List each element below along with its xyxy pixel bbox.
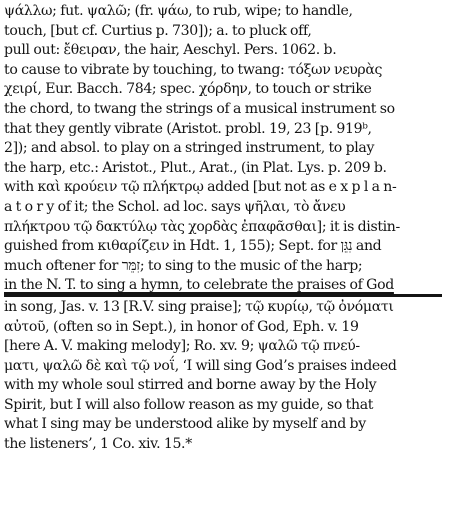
entry-line-23: the listeners’, 1 Co. xiv. 15.* xyxy=(4,436,192,453)
entry-line-11: a t o r y of it; the Schol. ad loc. says ψῆλαι, τὸ ἄνευ xyxy=(4,198,346,215)
entry-line-17: αὐτοῦ, (often so in Sept.), in honor of God, Eph. v. 19 xyxy=(4,318,359,335)
entry-line-9: the harp, etc.: Aristot., Plut., Arat., (in Plat. Lys. p. 209 b. xyxy=(4,159,387,176)
entry-line-4: to cause to vibrate by touching, to twang: τόξων νευρὰς xyxy=(4,61,383,78)
entry-line-20: with my whole soul stirred and borne away by the Holy xyxy=(4,377,377,394)
entry-line-18: [here A. V. making melody]; Ro. xv. 9; ψαλῶ τῷ πνεύ- xyxy=(4,338,360,355)
entry-line-16: in song, Jas. v. 13 [R.V. sing praise]; τῷ κυρίῳ, τῷ ὀνόματι xyxy=(4,298,394,315)
entry-line-2: touch, [but cf. Curtius p. 730]); a. to pluck off, xyxy=(4,22,312,39)
entry-line-15-highlighted: in the N. T. to sing a hymn, to celebrate the praises of God xyxy=(4,277,394,294)
entry-line-22: what I sing may be understood alike by myself and by xyxy=(4,416,366,433)
lexicon-entry xyxy=(4,2,446,506)
entry-line-5: χειρί, Eur. Bacch. 784; spec. χόρδην, to touch or strike xyxy=(4,81,372,98)
entry-line-3: pull out: ἔθειραν, the hair, Aeschyl. Pers. 1062. b. xyxy=(4,42,337,59)
entry-line-6: the chord, to twang the strings of a musical instrument so xyxy=(4,100,395,117)
entry-line-12: πλήκτρου τῷ δακτύλῳ τὰς χορδὰς ἐπαφᾶσθαι]; it is distin- xyxy=(4,218,400,235)
entry-line-10: with καὶ κρούειν τῷ πλήκτρῳ added [but not as e x p l a n- xyxy=(4,179,397,196)
entry-line-7: that they gently vibrate (Aristot. probl. 19, 23 [p. 919ᵇ, xyxy=(4,120,372,137)
entry-line-19: ματι, ψαλῶ δὲ καὶ τῷ νοΐ, ‘I will sing God’s praises indeed xyxy=(4,357,397,374)
entry-line-1: ψάλλω; fut. ψαλῶ; (fr. ψάω, to rub, wipe; to handle, xyxy=(4,3,353,19)
entry-line-13: guished from κιθαρίζειν in Hdt. 1, 155); Sept. for נִגֵּן and xyxy=(4,238,382,255)
entry-line-14: much oftener for זִמֵּר; to sing to the music of the harp; xyxy=(4,257,363,274)
entry-line-21: Spirit, but I will also follow reason as my guide, so that xyxy=(4,396,374,413)
entry-line-8: 2]); and absol. to play on a stringed instrument, to play xyxy=(4,140,375,157)
